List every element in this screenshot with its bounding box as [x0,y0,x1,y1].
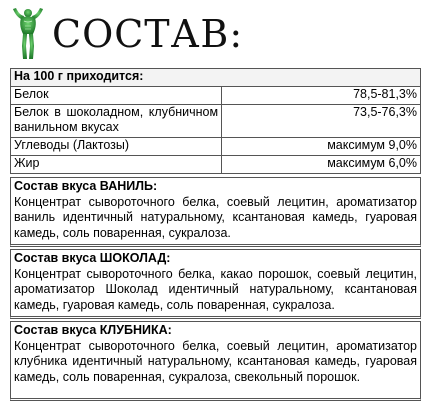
row-label: Жир [11,156,222,174]
table-row [11,105,421,138]
flavor-strawberry-block [10,321,421,401]
flavor-title: Состав вкуса ШОКОЛАД: [14,251,171,265]
nutrition-table [10,68,421,174]
flavor-text: Концентрат сывороточного белка, соевый лецитин, ароматизатор ваниль идентичный натуральному, ксантановая камедь, гуаровая камедь, соль поваренная, сукралоза. [14,194,417,240]
table-row [11,87,421,105]
flavor-text: Концентрат сывороточного белка, соевый лецитин, ароматизатор клубника идентичный натуральному, ксантановая камедь, гуаровая камедь, соль поваренная, сукралоза, свекольный порошок. [14,338,417,384]
row-value: максимум 9,0% [222,138,421,156]
row-value: 73,5-76,3% [222,105,421,138]
row-label: Углеводы (Лактозы) [11,138,222,156]
row-value: максимум 6,0% [222,156,421,174]
flavor-title: Состав вкуса ВАНИЛЬ: [14,179,158,193]
nutrition-heading-row [11,69,421,87]
table-row [11,156,421,174]
header [0,0,431,66]
flavor-title: Состав вкуса КЛУБНИКА: [14,323,172,337]
nutrition-heading: На 100 г приходится: [11,69,421,87]
row-label: Белок [11,87,222,105]
flavor-vanilla-block [10,177,421,247]
flavor-chocolate-block [10,249,421,319]
row-value: 78,5-81,3% [222,87,421,105]
page-title: СОСТАВ: [52,12,244,56]
table-row [11,138,421,156]
row-label: Белок в шоколадном, клубничном ванильном вкусах [11,105,222,138]
bodybuilder-logo-icon [10,6,46,62]
flavor-text: Концентрат сывороточного белка, какао порошок, соевый лецитин, ароматизатор Шоколад идентичный натуральному, ксантановая камедь, гуаровая камедь, соль поваренная, сукралоза. [14,266,417,312]
